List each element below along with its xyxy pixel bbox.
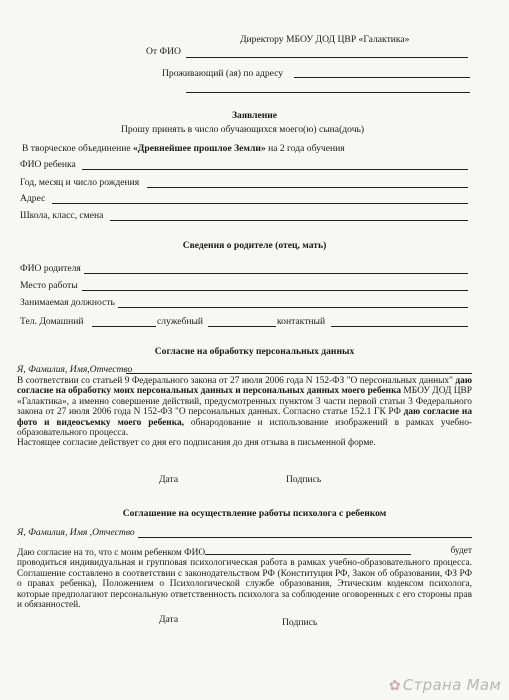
psych-consent-title: Соглашение на осуществление работы психолога с ребенком <box>122 508 387 519</box>
birth-date-label: Год, месяц и число рождения <box>20 177 140 188</box>
data-consent-sign-label: Подпись <box>286 474 322 485</box>
data-consent-p1: В соответствии со статьей 9 Федерального закона от 27 июля 2006 года N 152-ФЗ "О персональных данных" <box>17 376 456 386</box>
data-consent-p2-bold: даю согласие на фото и видеосъемку моего ребенка, <box>17 407 473 428</box>
watermark-text: Страна Мам <box>402 676 501 694</box>
phone-contact-label: контактный <box>277 316 326 327</box>
workplace-field[interactable] <box>82 290 468 291</box>
watermark-logo-icon: ✿ <box>388 678 401 694</box>
data-consent-p2: МБОУ ДОД ЦВР «Галактика», а именно совершение действий, предусмотренных пунктом 3 части первой статьи 3 Федерального закона от 27 июля 2006 года N 152-ФЗ "О персональных данных. Согласно статье 152.1 ГК РФ <box>17 386 473 418</box>
parent-name-field[interactable] <box>84 273 468 274</box>
birth-date-field[interactable] <box>147 187 468 188</box>
psych-consent-name-field[interactable] <box>138 537 472 538</box>
association-prefix: В творческое объединение <box>22 143 133 154</box>
data-consent-title: Согласие на обработку персональных данных <box>154 346 355 357</box>
data-consent-date-label: Дата <box>159 474 179 485</box>
phone-work-field[interactable] <box>208 326 276 327</box>
data-consent-p1-bold: даю согласие на обработку моих персональных данных и персональных данных моего ребенка <box>17 376 472 397</box>
school-field[interactable] <box>110 220 468 221</box>
psych-child-name-field[interactable] <box>205 546 411 555</box>
psych-consent-text <box>17 546 472 610</box>
from-label: От ФИО <box>146 46 181 57</box>
job-position-field[interactable] <box>118 307 468 308</box>
data-consent-validity: Настоящее согласие действует со дня его подписания до дня отзыва в письменной форме. <box>17 438 376 449</box>
psych-consent-sign-label: Подпись <box>282 617 318 628</box>
phone-work-label: служебный <box>157 316 204 327</box>
request-text: Прошу принять в число обучающихся моего(ю) сына(дочь) <box>121 124 365 135</box>
residence-label: Проживающий (ая) по адресу <box>162 68 284 79</box>
data-consent-text <box>17 376 472 449</box>
workplace-label: Место работы <box>20 280 78 291</box>
school-label: Школа, класс, смена <box>20 210 104 221</box>
psych-consent-p1: Даю согласие на то, что с моим ребенком ФИО <box>17 548 206 558</box>
child-address-label: Адрес <box>20 193 46 204</box>
child-address-field[interactable] <box>52 203 468 204</box>
application-title: Заявление <box>231 110 278 121</box>
from-name-line[interactable] <box>186 57 468 58</box>
association-name: «Древнейшее прошлое Земли» <box>133 143 266 154</box>
data-consent-name-field[interactable] <box>126 373 472 374</box>
phone-contact-field[interactable] <box>331 326 468 327</box>
psych-consent-p1-end: будет <box>450 546 472 556</box>
addressee: Директору МБОУ ДОД ЦВР «Галактика» <box>240 34 410 45</box>
data-consent-p3: обнародование и использование изображений в рамках учебно-образовательного процесса. <box>17 417 473 439</box>
psych-consent-date-label: Дата <box>159 614 179 625</box>
job-position-label: Занимаемая должность <box>20 297 115 308</box>
child-name-field[interactable] <box>82 169 468 170</box>
phone-home-field[interactable] <box>92 326 156 327</box>
phone-home-label: Тел. Домашний <box>20 316 84 327</box>
residence-line-2[interactable] <box>186 92 470 93</box>
psych-consent-name-hint: Я, Фамилия, Имя ,Отчество <box>17 527 135 538</box>
residence-line[interactable] <box>294 77 470 78</box>
site-watermark <box>389 676 501 694</box>
association-suffix: на 2 года обучения <box>265 143 345 154</box>
data-consent-name-hint: Я, Фамилия, Имя,Отчество <box>17 364 133 375</box>
parents-title: Сведения о родителе (отец, мать) <box>182 240 327 251</box>
parent-name-label: ФИО родителя <box>20 263 81 274</box>
association-line <box>22 143 345 154</box>
psych-consent-p2: проводиться индивидуальная и групповая психологическая работа в рамках учебно-образовательного процесса. Соглашение составлено в соответствии с законодательством РФ (Конституция РФ, Закон об образовании, ФЗ РФ о правах ребенка), Положением о Психологической службе образования, Этическим кодексом психолога, которые предполагают персональную ответственность психолога за соблюдение оговоренных с его стороны прав и обязанностей. <box>17 558 472 611</box>
child-name-label: ФИО ребенка <box>20 159 76 170</box>
